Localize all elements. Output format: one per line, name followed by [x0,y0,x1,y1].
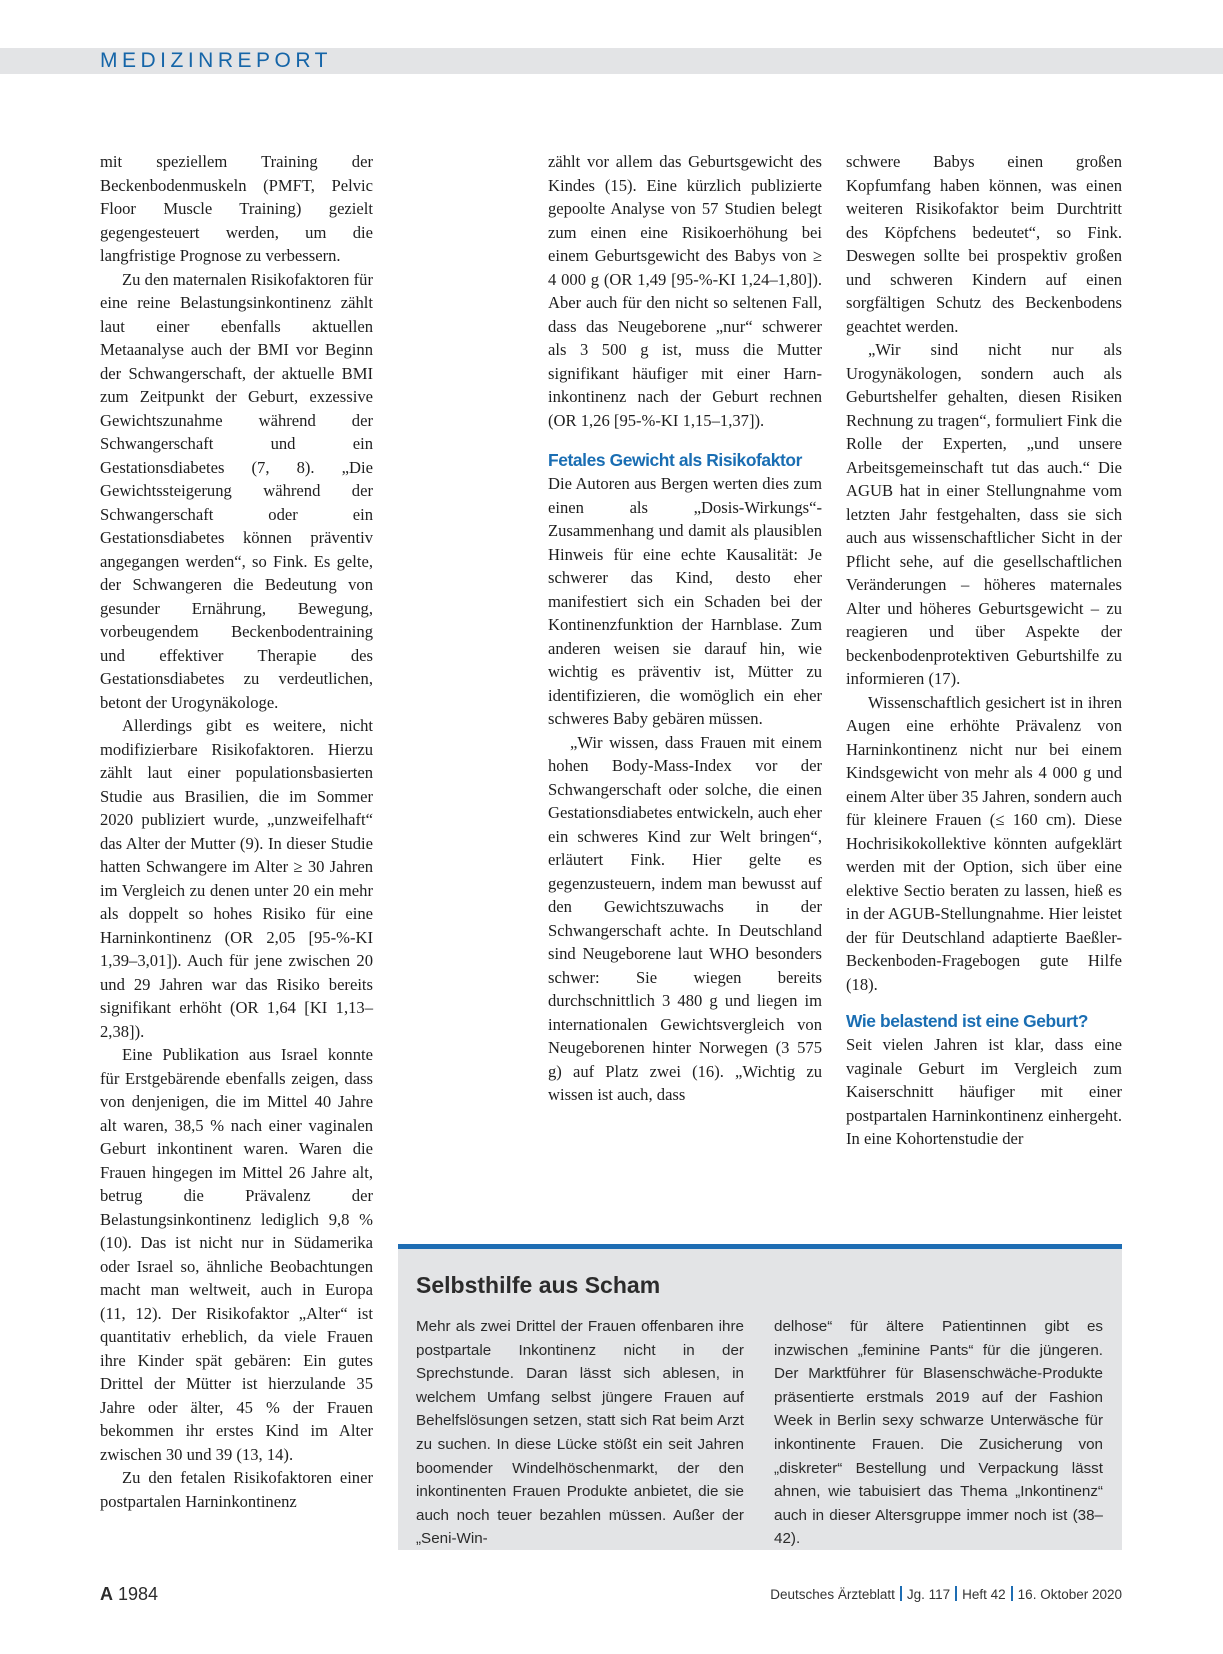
info-box [398,1244,1122,1550]
paragraph: Eine Publikation aus Israel konnte für Erstgebärende ebenfalls zeigen, dass von denjenigen, die im Mittel 40 Jahre alt waren, 38,5 % nach einer vaginalen Geburt inkontinent waren. Waren die Frauen hingegen im Mittel 26 Jahre alt, betrug die Prävalenz der Belastungsinkontinenz lediglich 9,8 % (10). Das ist nicht nur in Südamerika oder Israel so, ähnliche Beobachtungen macht man weltweit, auch in Europa (11, 12). Der Risikofaktor „Alter“ ist quantitativ erheblich, da viele Frauen ihre Kinder spät gebären: Ein gutes Drittel der Mütter ist hierzulande 35 Jahre oder älter, 45 % der Frauen bekommen ihr erstes Kind im Alter zwischen 30 und 39 (13, 14). [100,1045,373,1464]
article-column-2 [548,150,822,1107]
article-column-3 [846,150,1122,1151]
paragraph: „Wir sind nicht nur als Urogynäkologen, sondern auch als Geburtshelfer gehalten, diesen Risiken Rechnung zu tragen“, formuliert Fink die Rolle der Experten, „und unsere Arbeitsgemeinschaft tut das auch.“ Die AGUB hat in einer Stellungnahme vom letzten Jahr festgehalten, dass sie sich auch aus wissenschaftlicher Sicht in der Pflicht sehe, auf die gesellschaftlichen Veränderungen – höheres maternales Alter und höheres Geburtsgewicht – zu reagieren und über Aspekte der beckenbodenprotektiven Geburtshilfe zu informieren (17). [846,340,1122,688]
paragraph: Die Autoren aus Bergen werten dies zum einen als „Dosis-Wirkungs“-Zusammenhang und damit als plausiblen Hinweis für eine echte Kausalität: Je schwerer das Kind, desto eher manifestiert sich ein Schaden bei der Kontinenzfunktion der Harnblase. Zum anderen weisen sie darauf hin, wie wichtig es präventiv ist, Mütter zu identifizieren, die womöglich ein eher schweres Baby gebären müssen. [548,474,822,728]
article-column-1 [100,150,373,1513]
page-number-value: 1984 [118,1584,159,1604]
paragraph: schwere Babys einen großen Kopfumfang haben können, was einen weiteren Risikofaktor beim Durchtritt des Köpfchens bedeutet“, so Fink. Deswegen sollte bei prospektiv großen und schweren Kindern auf einen sorgfältigen Schutz des Beckenbodens geachtet werden. [846,152,1122,336]
info-box-title: Selbsthilfe aus Scham [416,1272,661,1298]
info-box-text-right: delhose“ für ältere Patientinnen gibt es inzwischen „feminine Pants“ für die jüngeren. Der Marktführer für Blasenschwäche-Produkte präsentierte erstmals 2019 auf der Fashion Week in Berlin sexy schwarze Unterwäsche für inkontinente Frauen. Die Zusicherung von „diskreter“ Bestellung und Verpackung lässt ahnen, wie tabuisiert das Thema „Inkontinenz“ auch in dieser Altersgruppe immer noch ist (38–42). [774,1318,1103,1548]
separator [955,1586,957,1601]
section-heading: Wie belastend ist eine Geburt? [846,1011,1088,1031]
section-heading: Fetales Gewicht als Risikofaktor [548,450,802,470]
paragraph: Allerdings gibt es weitere, nicht modifizierbare Risikofaktoren. Hierzu zählt laut einer populationsbasierten Studie aus Brasilien, die im Sommer 2020 publiziert wurde, „unzweifelhaft“ das Alter der Mutter (9). In dieser Studie hatten Schwangere im Alter ≥ 30 Jahren im Vergleich zu denen unter 20 ein mehr als doppelt so hohes Risiko für eine Harninkontinenz (OR 2,05 [95-%-KI 1,39–3,01]). Auch für jene zwischen 20 und 29 Jahren war das Risiko bereits signifikant erhöht (OR 1,64 [KI 1,13–2,38]). [100,716,373,1041]
section-label: MEDIZINREPORT [100,49,332,72]
page-prefix: A [100,1584,113,1604]
paragraph: zählt vor allem das Geburtsgewicht des Kindes (15). Eine kürzlich publizierte gepoolte Analyse von 57 Studien belegt zum einen eine Risikoerhöhung bei einem Geburtsgewicht des Babys von ≥ 4 000 g (OR 1,49 [95-%-KI 1,24–1,80]). Aber auch für den nicht so seltenen Fall, dass das Neugeborene „nur“ schwerer als 3 500 g ist, muss die Mutter signifikant häufiger mit einer Harn-inkontinenz nach der Geburt rechnen (OR 1,26 [95-%-KI 1,15–1,37]). [548,152,822,430]
info-box-text-left: Mehr als zwei Drittel der Frauen offenbaren ihre postpartale Inkontinenz nicht in der Sprechstunde. Daran lässt sich ablesen, in welchem Umfang selbst jüngere Frauen auf Behelfslösungen setzen, statt sich Rat beim Arzt zu suchen. In diese Lücke stößt ein seit Jahren boomender Windelhöschenmarkt, der den inkontinenten Frauen Produkte anbietet, die sie auch noch teuer bezahlen müssen. Außer der „Seni-Win- [416,1318,744,1548]
journal-info [770,1585,1122,1605]
journal-volume: Jg. 117 [906,1587,951,1602]
paragraph: Zu den maternalen Risikofaktoren für eine reine Belastungsinkontinenz zählt laut einer ebenfalls aktuellen Metaanalyse auch der BMI vor Beginn der Schwangerschaft, der aktuelle BMI zum Zeitpunkt der Geburt, exzessive Gewichtszunahme während der Schwangerschaft und ein Gestationsdiabetes (7, 8). „Die Gewichtssteigerung während der Schwangerschaft oder ein Gestationsdiabetes können präventiv angegangen werden“, so Fink. Es gelte, der Schwangeren die Bedeutung von gesunder Ernährung, Bewegung, vorbeugendem Beckenbodentraining und effektiver Therapie des Gestationsdiabetes zu verdeutlichen, betont der Urogynäkologe. [100,269,373,712]
paragraph: Seit vielen Jahren ist klar, dass eine vaginale Geburt im Vergleich zum Kaiserschnitt häufiger mit einer postpartalen Harninkontinenz einhergeht. In eine Kohortenstudie der [846,1035,1122,1148]
paragraph: „Wir wissen, dass Frauen mit einem hohen Body-Mass-Index vor der Schwangerschaft oder solche, die einen Gestationsdiabetes entwickeln, auch eher ein schweres Kind zur Welt bringen“, erläutert Fink. Hier gelte es gegenzusteuern, indem man bewusst auf den Gewichtszuwachs in der Schwangerschaft achte. In Deutschland sind Neugeborene laut WHO besonders schwer: Sie wiegen bereits durchschnittlich 3 480 g und liegen im internationalen Gewichtsvergleich von Neugeborenen hinter Norwegen (3 575 g) auf Platz zwei (16). „Wichtig zu wissen ist auch, dass [548,732,822,1104]
paragraph: Wissenschaftlich gesichert ist in ihren Augen eine erhöhte Prävalenz von Harninkontinenz nicht nur bei einem Kindsgewicht von mehr als 4 000 g und einem Alter über 35 Jahren, sondern auch für kleinere Frauen (≤ 160 cm). Diese Hochrisikokollektive könnten aufgeklärt werden mit der Option, sich über eine elektive Sectio beraten zu lassen, hieß es in der AGUB-Stellungnahme. Hier leistet der für Deutschland adaptierte Baeßler-Beckenboden-Fragebogen gute Hilfe (18). [846,692,1123,994]
journal-issue: Heft 42 [962,1587,1006,1602]
paragraph: mit speziellem Training der Beckenbodenmuskeln (PMFT, Pelvic Floor Muscle Training) gezielt gegengesteuert werden, um die langfristige Prognose zu verbessern. [100,152,373,265]
separator [900,1586,902,1601]
paragraph: Zu den fetalen Risikofaktoren einer postpartalen Harninkontinenz [100,1468,373,1511]
journal-name: Deutsches Ärzteblatt [770,1587,895,1602]
journal-date: 16. Oktober 2020 [1017,1587,1122,1602]
page-number [100,1583,158,1605]
separator [1011,1586,1013,1601]
